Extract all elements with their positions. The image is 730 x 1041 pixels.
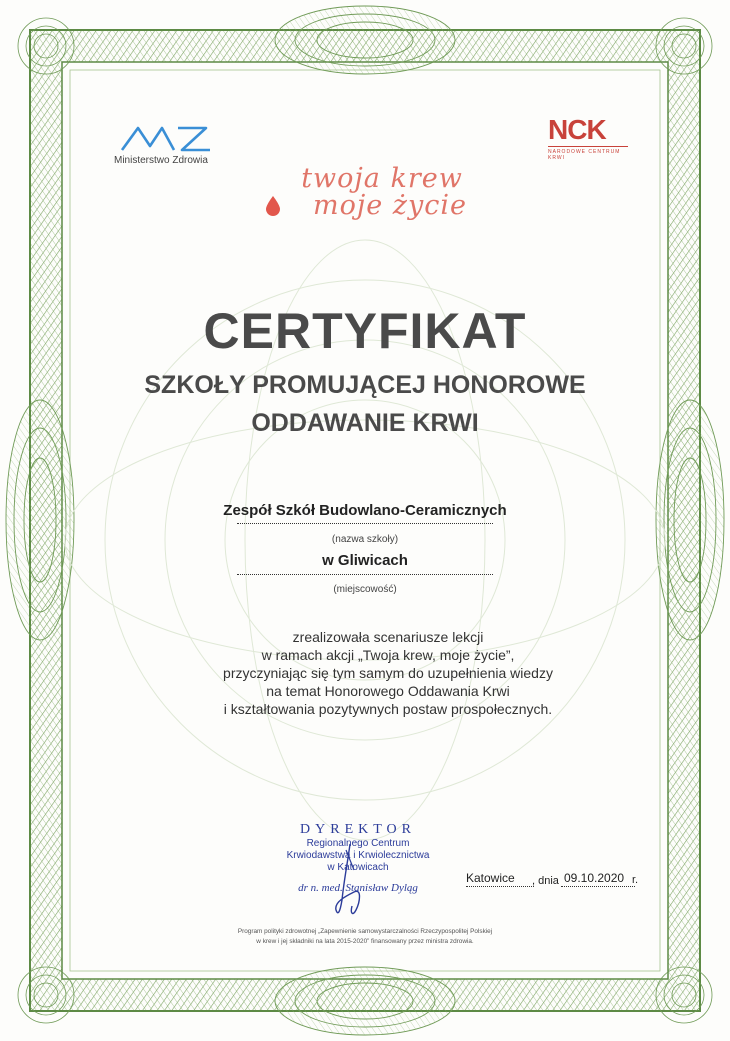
- body-line: na temat Honorowego Oddawania Krwi: [266, 683, 510, 699]
- place: Katowice: [466, 871, 515, 885]
- nck-label: NARODOWE CENTRUM KRWI: [548, 146, 628, 161]
- body-line: przyczyniając się tym samym do uzupełnienia wiedzy: [223, 665, 553, 681]
- campaign-line-1: twoja krew: [301, 163, 463, 194]
- school-name: Zespół Szkół Budowlano-Ceramicznych: [223, 502, 507, 519]
- nck-logo: [548, 116, 628, 161]
- city-name: w Gliwicach: [322, 552, 408, 569]
- footnote-line-1: Program polityki zdrowotnej „Zapewnienie samowystarczalności Rzeczypospolitej Polskiej: [237, 928, 493, 935]
- date-line: [561, 886, 635, 887]
- blood-drop-icon: [264, 195, 282, 217]
- nck-mark: NCK: [548, 114, 606, 145]
- body-line: w ramach akcji „Twoja krew, moje życie”,: [261, 647, 515, 663]
- certificate-body: [0, 628, 730, 718]
- city-caption: (miejscowość): [333, 584, 397, 595]
- stamp-line-2: Krwiodawstwa i Krwiolecznictwa: [286, 850, 430, 861]
- city-line: [237, 574, 493, 575]
- date-separator: , dnia: [532, 875, 559, 887]
- ministry-label: Ministerstwo Zdrowia: [114, 155, 208, 166]
- signature: [320, 840, 380, 920]
- subtitle-line-1: SZKOŁY PROMUJĄCEJ HONOROWE: [144, 371, 586, 399]
- school-caption: (nazwa szkoły): [331, 534, 399, 545]
- certificate-subtitle: [0, 366, 730, 442]
- body-line: zrealizowała scenariusze lekcji: [292, 629, 484, 645]
- body-line: i kształtowania pozytywnych postaw prospołecznych.: [223, 701, 553, 717]
- date: 09.10.2020: [564, 871, 625, 885]
- certificate-title: CERTYFIKAT: [203, 303, 527, 359]
- subtitle-line-2: ODDAWANIE KRWI: [251, 409, 479, 437]
- stamp-line-3: w Katowicach: [327, 862, 389, 873]
- stamp-title: DYREKTOR: [300, 822, 416, 837]
- program-footnote: [0, 927, 730, 947]
- school-name-line: [237, 523, 493, 524]
- footnote-line-2: w krew i jej składniki na lata 2015-2020” finansowany przez ministra zdrowia.: [256, 938, 474, 945]
- campaign-line-2: moje życie: [312, 190, 467, 221]
- stamp-name: dr n. med. Stanisław Dyląg: [298, 882, 418, 894]
- campaign-logo: [262, 163, 502, 221]
- stamp-line-1: Regionalnego Centrum: [306, 838, 410, 849]
- place-line: [466, 886, 534, 887]
- date-suffix: r.: [632, 874, 639, 886]
